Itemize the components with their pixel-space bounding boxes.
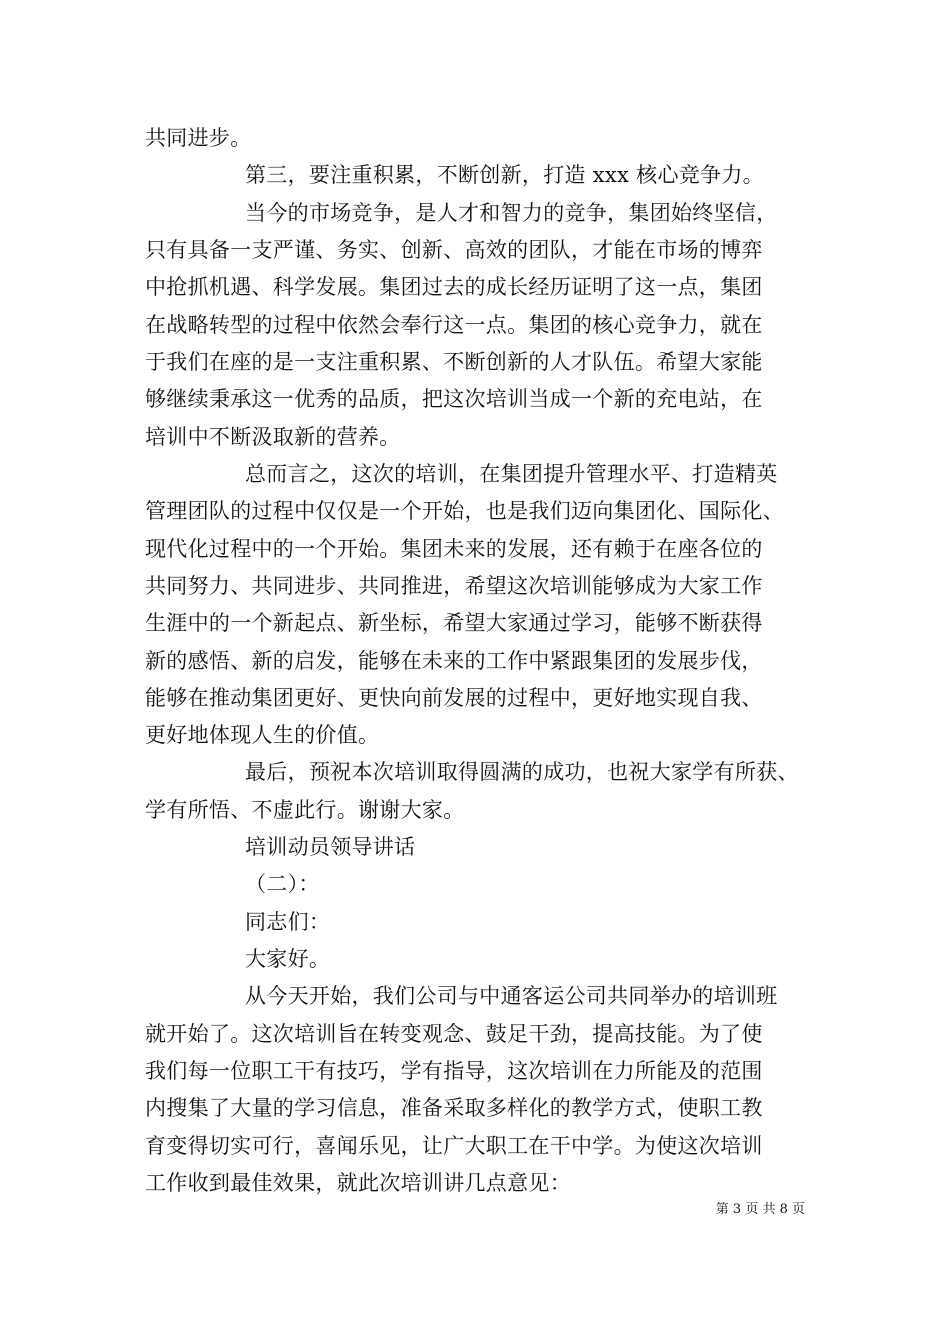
text-line: 最后，预祝本次培训取得圆满的成功，也祝大家学有所获、 — [245, 760, 799, 784]
text-line: 中抢抓机遇、科学发展。集团过去的成长经历证明了这一点，集团 — [145, 275, 763, 299]
document-title: 培训动员领导讲话 — [245, 835, 416, 859]
text-line: 现代化过程中的一个开始。集团未来的发展，还有赖于在座各位的 — [145, 537, 763, 561]
text-line: 共同进步。 — [145, 126, 252, 150]
section-heading: 第三，要注重积累，不断创新，打造 xxx 核心竞争力。 — [245, 163, 764, 187]
text-line: 够继续秉承这一优秀的品质，把这次培训当成一个新的充电站，在 — [145, 387, 763, 411]
text-line: 于我们在座的是一支注重积累、不断创新的人才队伍。希望大家能 — [145, 350, 763, 374]
text-line: 当今的市场竞争，是人才和智力的竞争，集团始终坚信， — [245, 201, 778, 225]
text-line: 能够在推动集团更好、更快向前发展的过程中，更好地实现自我、 — [145, 686, 763, 710]
page-number-footer: 第 3 页 共 8 页 — [715, 1202, 805, 1217]
text-line: 只有具备一支严谨、务实、创新、高效的团队，才能在市场的博弈 — [145, 238, 763, 262]
salutation: 同志们： — [245, 910, 331, 934]
text-line: 总而言之，这次的培训，在集团提升管理水平、打造精英 — [245, 462, 778, 486]
text-line: 我们每一位职工干有技巧，学有指导，这次培训在力所能及的范围 — [145, 1059, 763, 1083]
text-line: 培训中不断汲取新的营养。 — [145, 425, 401, 449]
text-line: 就开始了。这次培训旨在转变观念、鼓足干劲，提高技能。为了使 — [145, 1022, 763, 1046]
section-number: （二）： — [245, 872, 320, 896]
text-line: 管理团队的过程中仅仅是一个开始，也是我们迈向集团化、国际化、 — [145, 499, 784, 523]
text-line: 更好地体现人生的价值。 — [145, 723, 380, 747]
text-line: 共同努力、共同进步、共同推进，希望这次培训能够成为大家工作 — [145, 574, 763, 598]
text-line: 新的感悟、新的启发，能够在未来的工作中紧跟集团的发展步伐， — [145, 649, 763, 673]
text-line: 在战略转型的过程中依然会奉行这一点。集团的核心竞争力，就在 — [145, 313, 763, 337]
greeting: 大家好。 — [245, 947, 331, 971]
text-line: 生涯中的一个新起点、新坐标，希望大家通过学习，能够不断获得 — [145, 611, 763, 635]
text-line: 从今天开始，我们公司与中通客运公司共同举办的培训班 — [245, 984, 778, 1008]
text-line: 学有所悟、不虚此行。谢谢大家。 — [145, 798, 465, 822]
text-line: 工作收到最佳效果，就此次培训讲几点意见： — [145, 1171, 571, 1195]
text-line: 内搜集了大量的学习信息，准备采取多样化的教学方式，使职工教 — [145, 1096, 763, 1120]
text-line: 育变得切实可行，喜闻乐见，让广大职工在干中学。为使这次培训 — [145, 1134, 763, 1158]
